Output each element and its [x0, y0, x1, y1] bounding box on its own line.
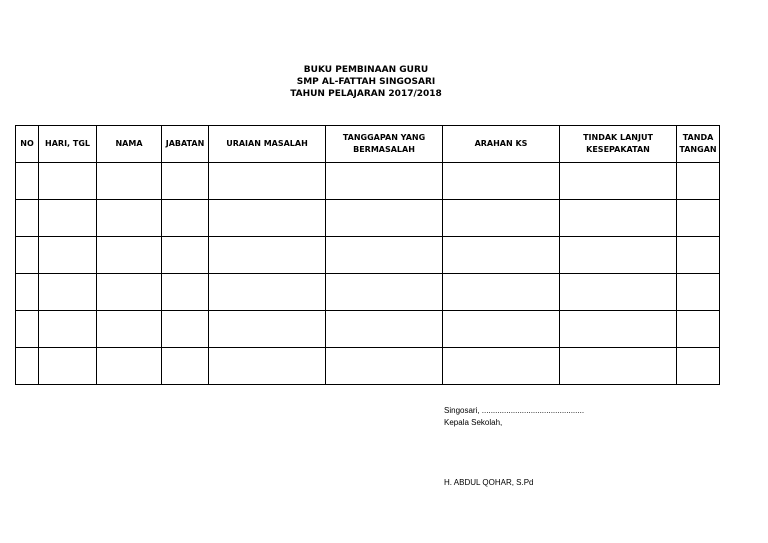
column-header-uraian-masalah: URAIAN MASALAH	[209, 126, 326, 163]
table-cell	[209, 163, 326, 200]
table-cell	[39, 274, 97, 311]
table-cell	[39, 200, 97, 237]
table-cell	[97, 311, 162, 348]
table-cell	[97, 348, 162, 385]
table-cell	[560, 311, 677, 348]
signer-position: Kepala Sekolah,	[444, 418, 503, 427]
column-header-nama: NAMA	[97, 126, 162, 163]
document-title	[0, 64, 732, 100]
place-date-line: Singosari, ..............................................	[444, 406, 585, 415]
table-cell	[39, 237, 97, 274]
table-cell	[209, 237, 326, 274]
table-cell	[677, 237, 720, 274]
table-cell	[326, 200, 443, 237]
table-cell	[443, 163, 560, 200]
table-cell	[677, 348, 720, 385]
table-cell	[97, 237, 162, 274]
table-cell	[162, 274, 209, 311]
table-row	[16, 348, 720, 385]
table-cell	[97, 163, 162, 200]
column-header-tindak-lanjut: TINDAK LANJUT KESEPAKATAN	[560, 126, 677, 163]
title-line-2: SMP AL-FATTAH SINGOSARI	[296, 77, 436, 87]
table-cell	[162, 311, 209, 348]
table-cell	[162, 200, 209, 237]
table-cell	[326, 163, 443, 200]
table-cell	[326, 311, 443, 348]
table-cell	[39, 348, 97, 385]
table-cell	[560, 237, 677, 274]
signer-name: H. ABDUL QOHAR, S.Pd	[444, 478, 534, 487]
table-cell	[209, 200, 326, 237]
table-cell	[443, 274, 560, 311]
table-cell	[162, 163, 209, 200]
table-cell	[677, 311, 720, 348]
table-cell	[16, 200, 39, 237]
table-cell	[16, 348, 39, 385]
table-row	[16, 200, 720, 237]
table-cell	[209, 311, 326, 348]
table-cell	[677, 163, 720, 200]
column-header-tanggapan: TANGGAPAN YANG BERMASALAH	[326, 126, 443, 163]
table-header-row	[16, 126, 720, 163]
table-cell	[326, 274, 443, 311]
table-cell	[560, 200, 677, 237]
table-row	[16, 274, 720, 311]
table-cell	[560, 163, 677, 200]
title-line-3: TAHUN PELAJARAN 2017/2018	[290, 89, 442, 99]
table-cell	[326, 237, 443, 274]
column-header-hari-tgl: HARI, TGL	[39, 126, 97, 163]
table-cell	[16, 163, 39, 200]
table-cell	[97, 200, 162, 237]
table-cell	[443, 200, 560, 237]
column-header-tanda-tangan: TANDA TANGAN	[677, 126, 720, 163]
table-cell	[443, 348, 560, 385]
table-cell	[162, 348, 209, 385]
table-cell	[443, 311, 560, 348]
signature-block	[444, 405, 584, 489]
column-header-no: NO	[16, 126, 39, 163]
table-cell	[209, 348, 326, 385]
table-cell	[16, 311, 39, 348]
table-cell	[209, 274, 326, 311]
table-cell	[97, 274, 162, 311]
table-row	[16, 311, 720, 348]
title-line-1: BUKU PEMBINAAN GURU	[303, 65, 429, 75]
column-header-jabatan: JABATAN	[162, 126, 209, 163]
table-cell	[560, 274, 677, 311]
column-header-arahan-ks: ARAHAN KS	[443, 126, 560, 163]
table-cell	[326, 348, 443, 385]
table-cell	[560, 348, 677, 385]
table-row	[16, 237, 720, 274]
table-cell	[443, 237, 560, 274]
table-cell	[16, 274, 39, 311]
table-cell	[677, 274, 720, 311]
table-cell	[39, 311, 97, 348]
guidance-log-table	[15, 125, 720, 385]
table-cell	[39, 163, 97, 200]
table-row	[16, 163, 720, 200]
table-cell	[16, 237, 39, 274]
table-cell	[677, 200, 720, 237]
table-cell	[162, 237, 209, 274]
